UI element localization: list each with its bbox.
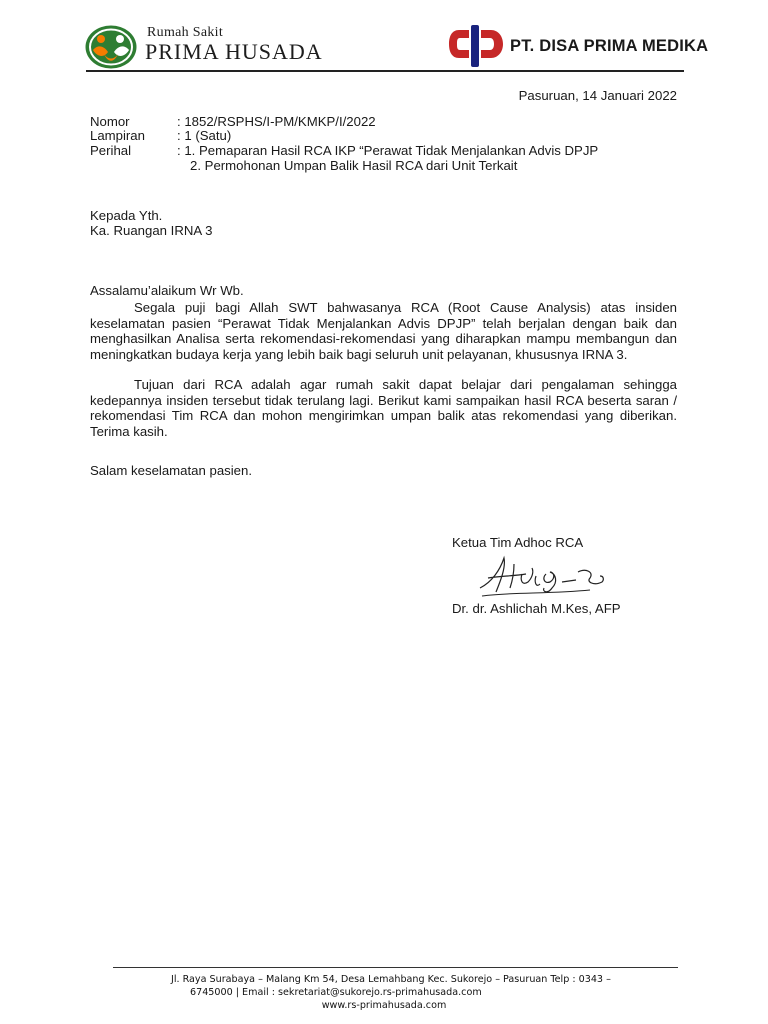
footer-website: www.rs-primahusada.com — [321, 1000, 447, 1011]
pt-disa-logo-icon — [447, 24, 505, 68]
body-paragraph-1: Segala puji bagi Allah SWT bahwasanya RCA (Root Cause Analysis) atas insiden keselamatan pasien “Perawat Tidak Menjalankan Advis DPJP” telah berjalan dengan baik dan menghasilkan Analisa serta rekomendasi-rekomendasi yang diharapkan mampu membangun dan meningkatkan budaya kerja yang lebih baik bagi seluruh unit pelayanan, khususnya IRNA 3. — [90, 300, 677, 362]
recipient-line1: Kepada Yth. — [90, 208, 163, 223]
handwritten-signature — [470, 552, 610, 600]
meta-label-lampiran: Lampiran — [90, 128, 145, 143]
meta-value-perihal: : 1. Pemaparan Hasil RCA IKP “Perawat Tidak Menjalankan Advis DPJP — [177, 143, 599, 158]
meta-label-nomor: Nomor — [90, 114, 130, 129]
meta-value-lampiran: : 1 (Satu) — [177, 128, 232, 143]
hospital-name: PRIMA HUSADA — [145, 39, 323, 64]
place-date: Pasuruan, 14 Januari 2022 — [518, 88, 677, 103]
footer-contact: 6745000 | Email : sekretariat@sukorejo.rs-primahusada.com — [190, 987, 482, 998]
recipient-line2: Ka. Ruangan IRNA 3 — [90, 223, 213, 238]
greeting: Assalamu’alaikum Wr Wb. — [90, 283, 244, 298]
header-divider — [86, 70, 684, 72]
signer-title: Ketua Tim Adhoc RCA — [452, 535, 584, 550]
hospital-subtitle: Rumah Sakit — [147, 25, 224, 40]
meta-value-nomor: : 1852/RSPHS/I-PM/KMKP/I/2022 — [177, 114, 376, 129]
company-name: PT. DISA PRIMA MEDIKA — [510, 37, 709, 55]
body-paragraph-2: Tujuan dari RCA adalah agar rumah sakit dapat belajar dari pengalaman sehingga kedepannya insiden tersebut tidak terulang lagi. Berikut kami sampaikan hasil RCA beserta saran / rekomendasi Tim RCA dan mohon mengirimkan umpan balik atas rekomendasi yang diberikan. Terima kasih. — [90, 377, 677, 439]
meta-value-perihal-line2: 2. Permohonan Umpan Balik Hasil RCA dari Unit Terkait — [190, 158, 518, 173]
meta-label-perihal: Perihal — [90, 143, 132, 158]
footer-address: Jl. Raya Surabaya – Malang Km 54, Desa Lemahbang Kec. Sukorejo – Pasuruan Telp : 0343 – — [171, 974, 611, 985]
closing: Salam keselamatan pasien. — [90, 463, 253, 478]
footer-divider — [113, 967, 678, 968]
signer-name: Dr. dr. Ashlichah M.Kes, AFP — [452, 601, 621, 616]
hospital-logo-icon — [84, 24, 138, 70]
